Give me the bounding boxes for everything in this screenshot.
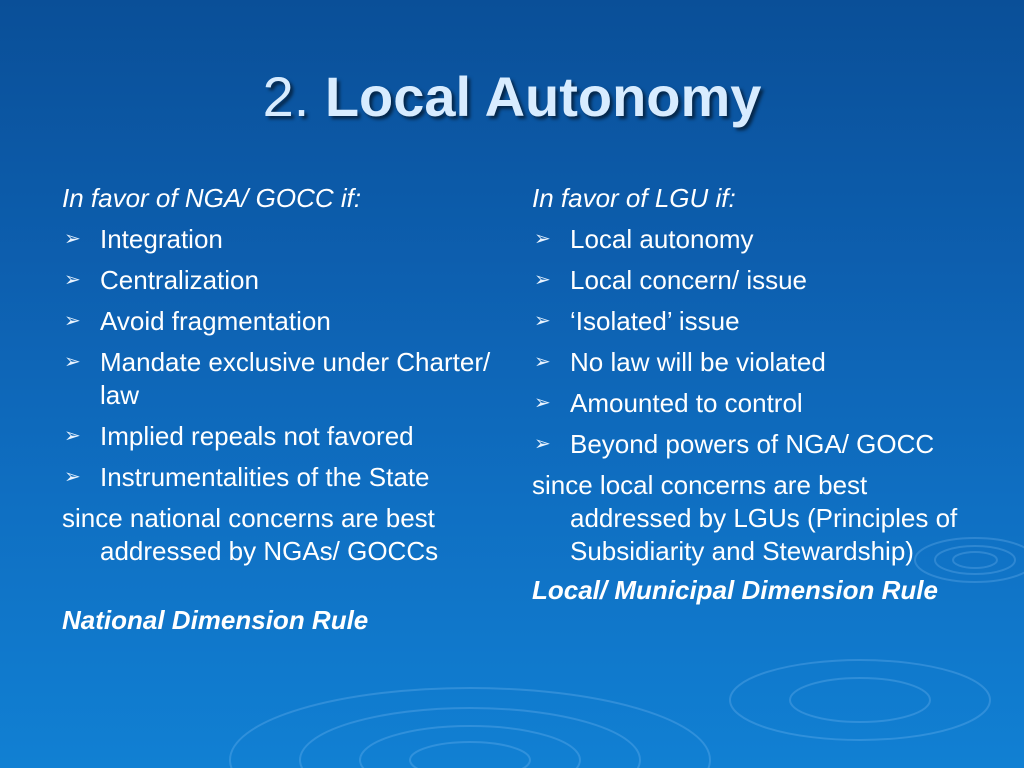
list-item-text: Integration (100, 224, 223, 254)
right-column (532, 182, 972, 607)
right-rule: Local/ Municipal Dimension Rule (532, 575, 938, 605)
list-item-text: No law will be violated (570, 347, 826, 377)
list-item-text: ‘Isolated’ issue (570, 306, 740, 336)
arrow-right-icon: ➢ (64, 269, 81, 291)
list-item-text: Beyond powers of NGA/ GOCC (570, 429, 935, 459)
list-item-text: Mandate exclusive under Charter/ law (100, 347, 491, 410)
list-item (532, 428, 972, 461)
list-item-text: Implied repeals not favored (100, 421, 414, 451)
left-note: since national concerns are best addressed by NGAs/ GOCCs (62, 503, 439, 566)
list-item (532, 223, 972, 256)
list-item (62, 420, 492, 453)
arrow-right-icon: ➢ (64, 425, 81, 447)
list-item (62, 346, 492, 412)
arrow-right-icon: ➢ (534, 392, 551, 414)
arrow-right-icon: ➢ (534, 269, 551, 291)
list-item (532, 387, 972, 420)
arrow-right-icon: ➢ (534, 228, 551, 250)
list-item-text: Centralization (100, 265, 259, 295)
list-item (62, 264, 492, 297)
list-item (62, 461, 492, 494)
list-item (532, 305, 972, 338)
list-item-text: Local concern/ issue (570, 265, 808, 295)
list-item-text: Amounted to control (570, 388, 803, 418)
arrow-right-icon: ➢ (64, 228, 81, 250)
title-text: Local Autonomy (324, 65, 762, 128)
list-item (532, 346, 972, 379)
arrow-right-icon: ➢ (534, 310, 551, 332)
arrow-right-icon: ➢ (534, 351, 551, 373)
right-bullet-list (532, 223, 972, 461)
list-item (62, 223, 492, 256)
arrow-right-icon: ➢ (64, 351, 81, 373)
arrow-right-icon: ➢ (64, 310, 81, 332)
left-column (62, 182, 492, 637)
left-heading: In favor of NGA/ GOCC if: (62, 183, 362, 213)
slide-title (0, 62, 1024, 132)
list-item-text: Local autonomy (570, 224, 754, 254)
arrow-right-icon: ➢ (64, 466, 81, 488)
list-item-text: Avoid fragmentation (100, 306, 331, 336)
list-item-text: Instrumentalities of the State (100, 462, 430, 492)
title-number: 2. (262, 65, 310, 128)
right-heading: In favor of LGU if: (532, 183, 736, 213)
list-item (532, 264, 972, 297)
list-item (62, 305, 492, 338)
right-note: since local concerns are best addressed by LGUs (Principles of Subsidiarity and Stewardship) (532, 470, 958, 566)
arrow-right-icon: ➢ (534, 433, 551, 455)
left-rule: National Dimension Rule (62, 605, 369, 635)
left-bullet-list (62, 223, 492, 494)
